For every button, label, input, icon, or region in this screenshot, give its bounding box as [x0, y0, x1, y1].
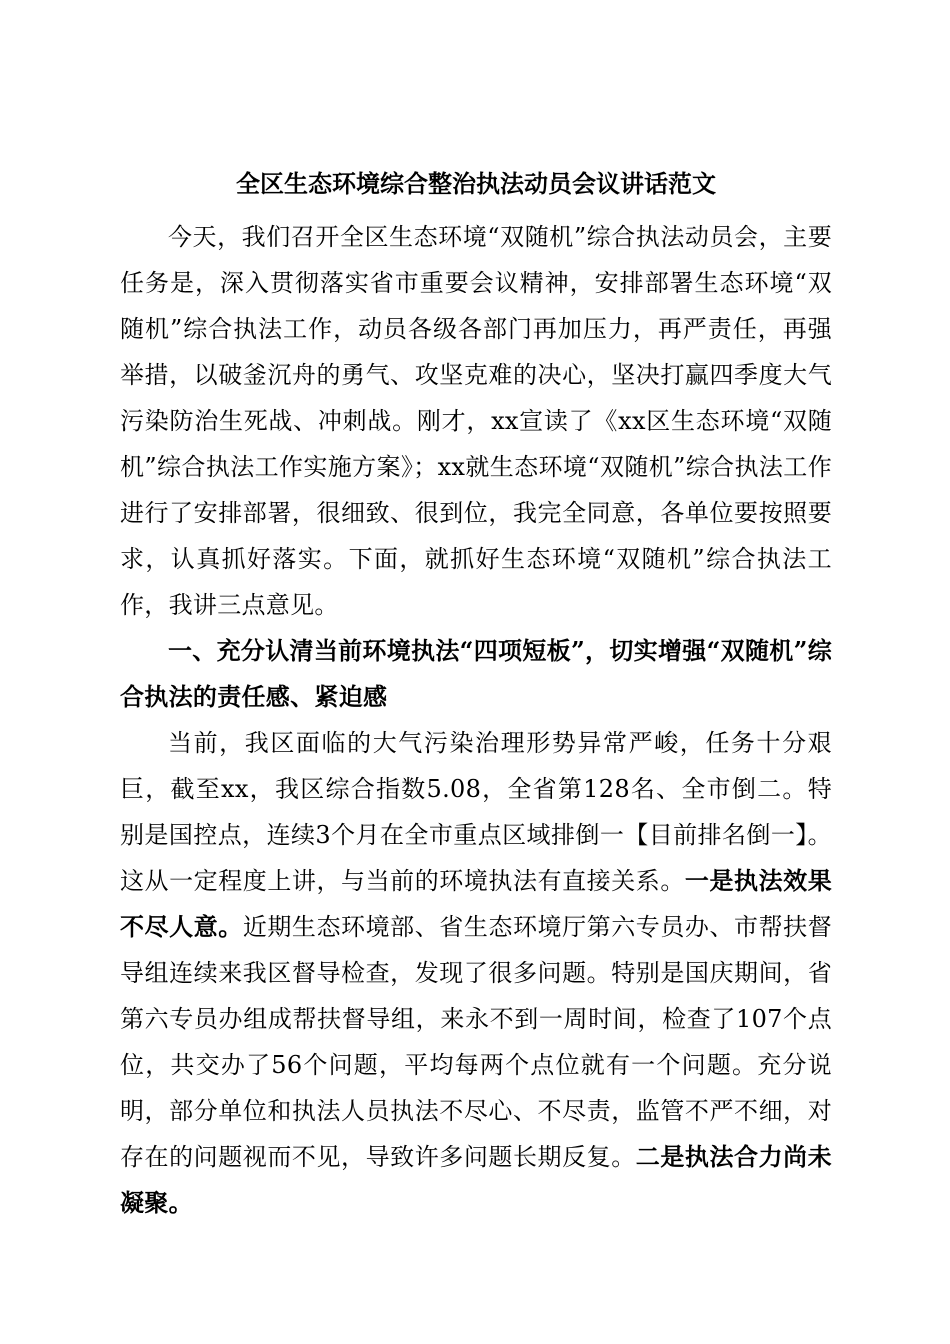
intro-paragraph: 今天，我们召开全区生态环境“双随机”综合执法动员会，主要任务是，深入贯彻落实省市重要会议精神，安排部署生态环境“双随机”综合执法工作，动员各级各部门再加压力，再严责任，再强举措，以破釜沉舟的勇气、攻坚克难的决心，坚决打赢四季度大气污染防治生死战、冲刺战。刚才，xx宣读了《xx区生态环境“双随机”综合执法工作实施方案》；xx就生态环境“双随机”综合执法工作进行了安排部署，很细致、很到位，我完全同意，各单位要按照要求，认真抓好落实。下面，就抓好生态环境“双随机”综合执法工作，我讲三点意见。	[120, 223, 832, 619]
point-2-lead: 二是执法合力尚未凝聚。	[120, 1142, 832, 1217]
document-body	[120, 214, 832, 1226]
document-title: 全区生态环境综合整治执法动员会议讲话范文	[236, 169, 716, 198]
point-1-text: 近期生态环境部、省生态环境厅第六专员办、市帮扶督导组连续来我区督导检查，发现了很多问题。特别是国庆期间，省第六专员办组成帮扶督导组，来永不到一周时间，检查了107个点位，共交办了56个问题，平均每两个点位就有一个问题。充分说明，部分单位和执法人员执法不尽心、不尽责，监管不严不细，对存在的问题视而不见，导致许多问题长期反复。	[120, 913, 833, 1171]
section-1-paragraph	[120, 720, 832, 1226]
point-1-lead: 一是执法效果不尽人意。	[120, 866, 832, 941]
section-1-heading: 一、充分认清当前环境执法“四项短板”，切实增强“双随机”综合执法的责任感、紧迫感	[120, 636, 832, 711]
section-1-text: 当前，我区面临的大气污染治理形势异常严峻，任务十分艰巨，截至xx，我区综合指数5.08，全省第128名、全市倒二。特别是国控点，连续3个月在全市重点区域排倒一【目前排名倒一】。这从一定程度上讲，与当前的环境执法有直接关系。	[120, 729, 832, 895]
